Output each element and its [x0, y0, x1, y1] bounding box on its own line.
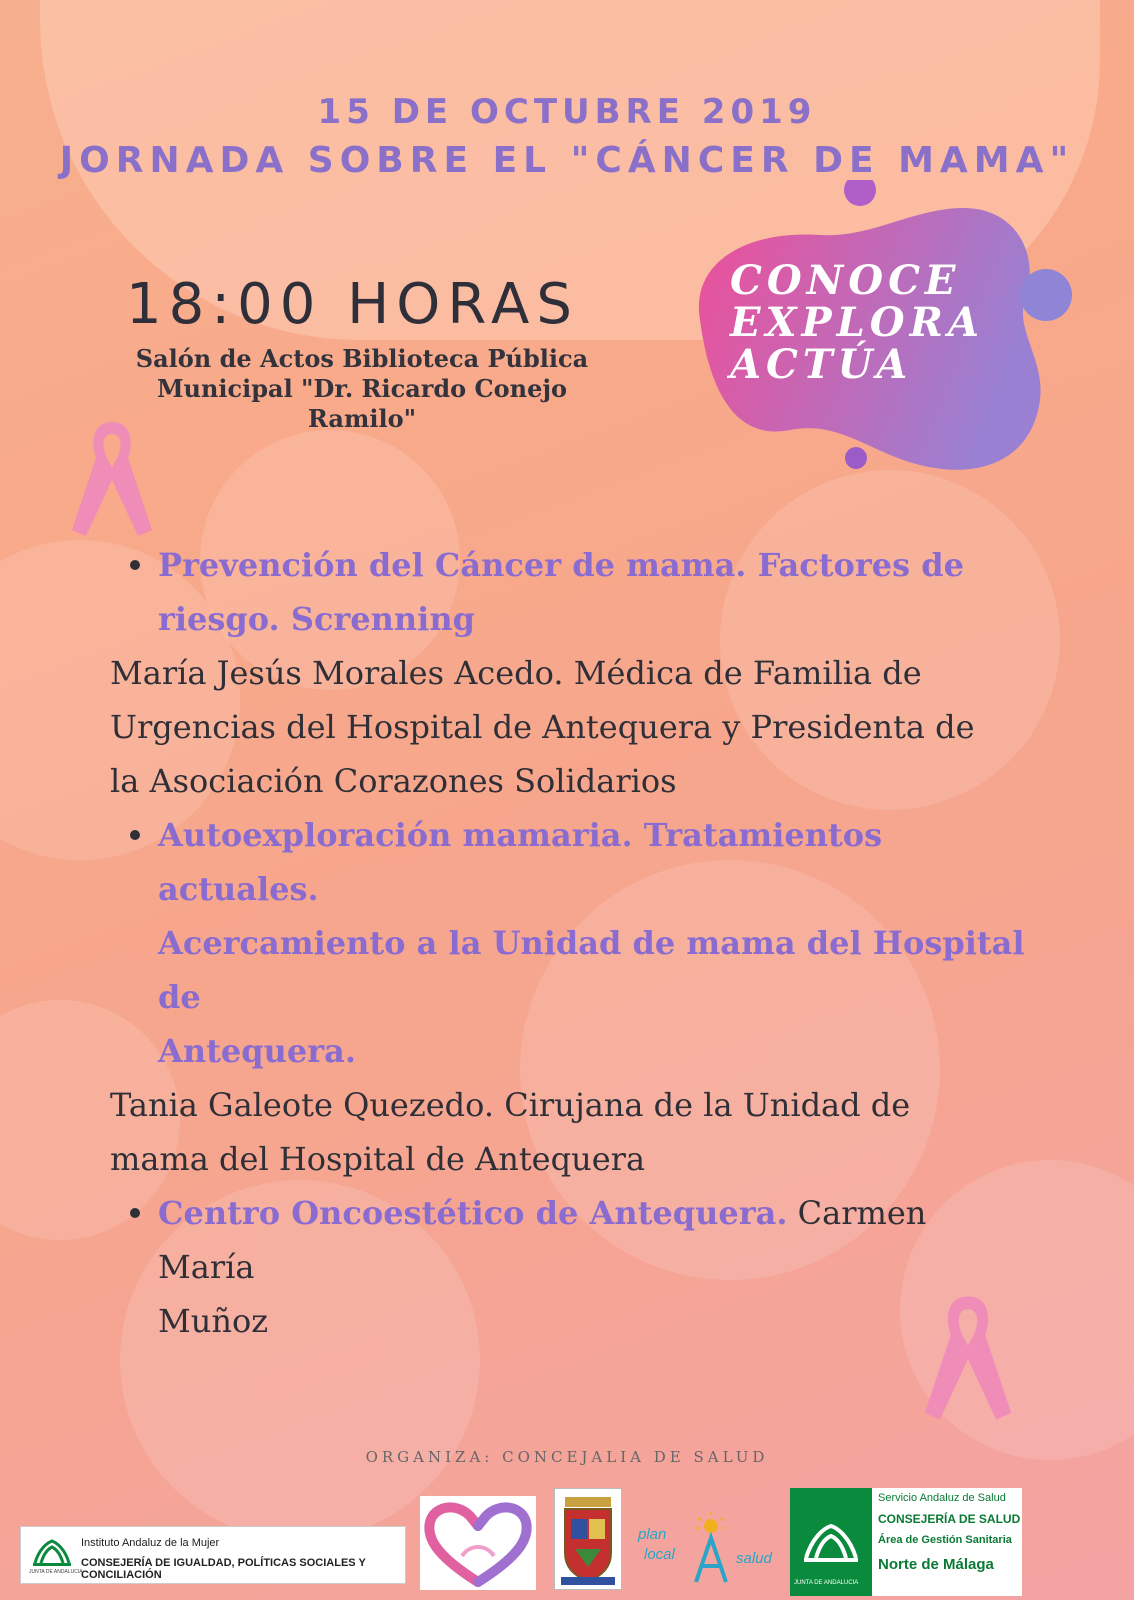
speaker-info — [110, 1078, 1030, 1186]
event-venue — [112, 344, 612, 434]
municipal-crest — [554, 1488, 622, 1590]
program-list — [110, 538, 1030, 1348]
speaker-line: la Asociación Corazones Solidarios — [110, 762, 677, 800]
topic-title: Autoexploración mamaria. Tratamientos actuales. — [158, 816, 883, 908]
speaker-line: mama del Hospital de Antequera — [110, 1140, 646, 1178]
event-time: 18:00 HORAS — [126, 272, 579, 337]
organizer-label: ORGANIZA: CONCEJALIA DE SALUD — [365, 1448, 769, 1466]
venue-line: Ramilo" — [307, 404, 417, 433]
badge-text — [730, 257, 984, 388]
pink-ribbon-icon — [64, 418, 160, 542]
plan-text: salud — [736, 1550, 772, 1567]
sas-department: CONSEJERÍA DE SALUD — [878, 1512, 1021, 1526]
plan-text: local — [644, 1546, 675, 1563]
list-item — [110, 808, 1030, 1078]
sas-name: Servicio Andaluz de Salud — [878, 1492, 1006, 1504]
junta-text: JUNTA DE ANDALUCIA — [29, 1569, 83, 1575]
event-date: 15 DE OCTUBRE 2019 — [317, 92, 817, 132]
plan-local-salud-logo — [638, 1510, 778, 1586]
badge-line: CONOCE — [730, 257, 961, 304]
plan-text: plan — [638, 1526, 667, 1543]
person-sun-icon — [686, 1510, 736, 1586]
topic-title: riesgo. Screnning — [158, 600, 475, 638]
iam-logo — [20, 1526, 406, 1584]
venue-line: Salón de Actos Biblioteca Pública — [135, 344, 589, 373]
iam-name: Instituto Andaluz de la Mujer — [81, 1537, 220, 1549]
sas-area: Área de Gestión Sanitaria — [878, 1534, 1012, 1546]
list-item — [110, 1186, 1030, 1348]
badge-line: EXPLORA — [730, 299, 984, 346]
bullet-icon — [130, 830, 140, 840]
iam-department: CONSEJERÍA DE IGUALDAD, POLÍTICAS SOCIALES Y CONCILIACIÓN — [81, 1557, 366, 1581]
slogan-badge — [680, 180, 1100, 500]
bullet-icon — [130, 560, 140, 570]
junta-emblem-icon — [31, 1535, 73, 1567]
heart-hands-icon — [420, 1496, 536, 1590]
sas-logo — [790, 1488, 1022, 1596]
event-title: JORNADA SOBRE EL "CÁNCER DE MAMA" — [59, 140, 1075, 181]
topic-title: Acercamiento a la Unidad de mama del Hospital de — [158, 924, 1025, 1016]
junta-text: JUNTA DE ANDALUCIA — [794, 1580, 859, 1586]
topic-title: Prevención del Cáncer de mama. Factores de — [158, 546, 964, 584]
junta-emblem-icon — [802, 1518, 860, 1566]
bullet-icon — [130, 1208, 140, 1218]
speaker-line: Carmen María — [158, 1194, 927, 1286]
speaker-line: María Jesús Morales Acedo. Médica de Familia de — [110, 654, 922, 692]
topic-title: Antequera. — [158, 1032, 356, 1070]
junta-green-block — [790, 1488, 872, 1596]
speaker-line: Tania Galeote Quezedo. Cirujana de la Unidad de — [110, 1086, 911, 1124]
speaker-info — [110, 646, 1030, 808]
heart-logo — [420, 1496, 536, 1590]
badge-line: ACTÚA — [730, 341, 913, 388]
venue-line: Municipal "Dr. Ricardo Conejo — [156, 374, 568, 403]
speaker-line: Muñoz — [158, 1302, 269, 1340]
list-item — [110, 538, 1030, 646]
speaker-line: Urgencias del Hospital de Antequera y Presidenta de — [110, 708, 975, 746]
topic-title: Centro Oncoestético de Antequera. — [158, 1194, 788, 1232]
sas-region: Norte de Málaga — [878, 1556, 994, 1573]
crest-icon — [555, 1489, 621, 1589]
